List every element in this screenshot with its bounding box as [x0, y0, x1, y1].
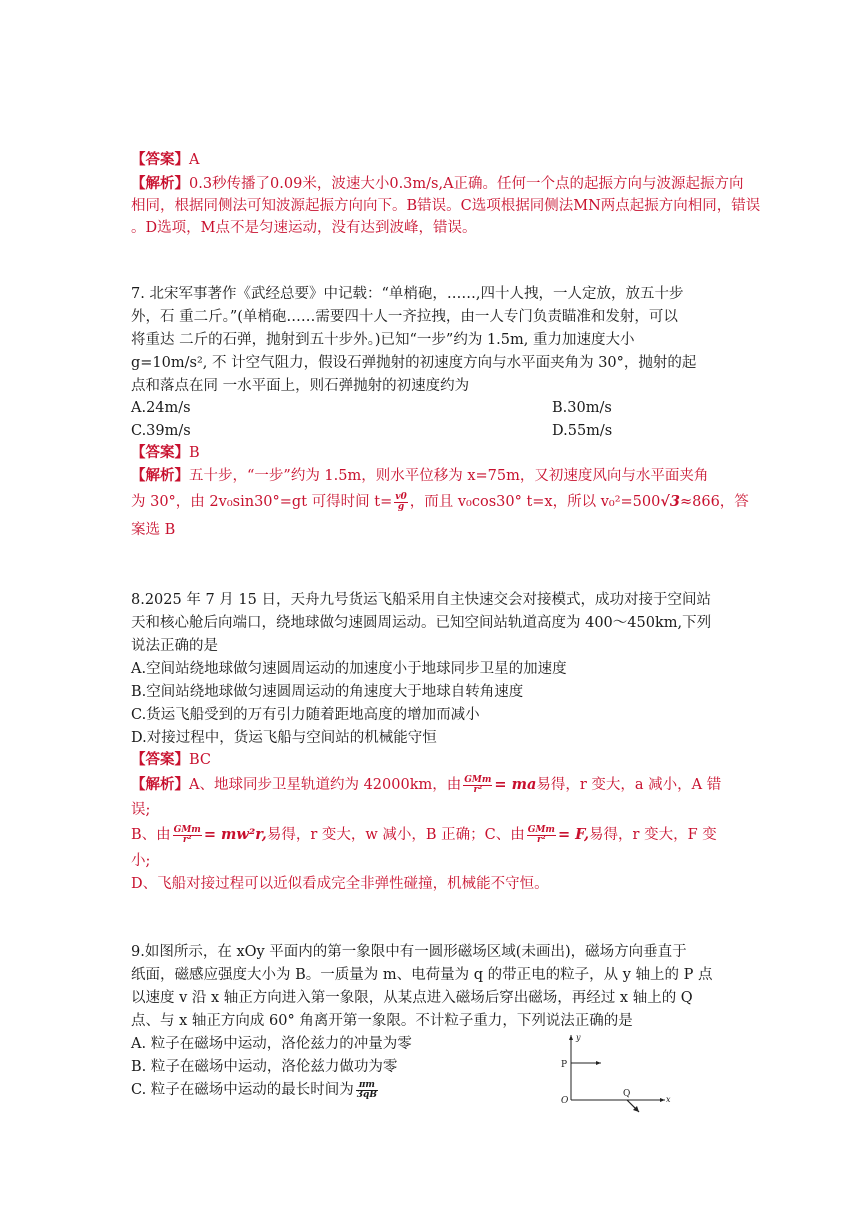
q8-answer-line — [131, 750, 211, 770]
q8-stem-line-3: 说法正确的是 — [131, 638, 218, 654]
q8-option-a: A.空间站绕地球做匀速圆周运动的加速度小于地球同步卫星的加速度 — [131, 661, 567, 677]
sqrt-three: √3 — [660, 493, 680, 510]
y-label: y — [576, 1033, 581, 1042]
analysis-text: 五十步，“一步”约为 1.5m，则水平位移为 x=75m，又初速度风向与水平面夹角 — [189, 468, 709, 484]
q8-analysis-line-1 — [131, 775, 721, 795]
analysis-text: 易得，r 变大，a 减小，A 错 — [536, 777, 722, 793]
q7-analysis-line-1 — [131, 466, 708, 486]
analysis-text: 为 30°，由 2v₀sin30°=gt 可得时间 t= — [131, 494, 393, 510]
q8-option-b: B.空间站绕地球做匀速圆周运动的角速度大于地球自转角速度 — [131, 684, 524, 700]
answer-tag: 【答案】 — [131, 444, 189, 461]
fraction-denominator: r² — [473, 784, 483, 795]
fraction-numerator: v0 — [395, 491, 407, 502]
fraction-t — [394, 493, 408, 512]
q8-analysis-line-2: 误; — [131, 802, 151, 818]
q7-analysis-line-2 — [131, 492, 749, 512]
q7-options-row-2 — [131, 421, 731, 441]
analysis-tag: 【解析】 — [131, 776, 189, 793]
analysis-text: ≈866，答 — [679, 494, 749, 510]
q6-analysis-line-1 — [131, 174, 744, 194]
analysis-tag: 【解析】 — [131, 175, 189, 192]
q9-stem-line-1: 9.如图所示，在 xOy 平面内的第一象限中有一圆形磁场区域(未画出)，磁场方向垂直于 — [131, 944, 687, 960]
answer-value: BC — [189, 752, 212, 768]
analysis-text: 易得，r 变大，w 减小，B 正确；C、由 — [266, 827, 525, 843]
analysis-text: 易得，r 变大，F 变 — [589, 827, 717, 843]
y-axis-arrow — [569, 1035, 573, 1040]
fraction-denominator: r² — [182, 834, 192, 845]
q9-stem-line-3: 以速度 v 沿 x 轴正方向进入第一象限，从某点进入磁场后穿出磁场，再经过 x 轴上的 Q — [131, 990, 693, 1006]
analysis-tag: 【解析】 — [131, 467, 189, 484]
q8-option-d: D.对接过程中，货运飞船与空间站的机械能守恒 — [131, 730, 437, 746]
q7-stem-line-3: 将重达 二斤的石弹，抛射到五十步外。)已知“一步”约为 1.5m, 重力加速度大小 — [131, 332, 635, 348]
option-c: C.39m/s — [131, 423, 191, 439]
q9-option-b: B. 粒子在磁场中运动，洛伦兹力做功为零 — [131, 1059, 398, 1075]
option-text: C. 粒子在磁场中运动的最长时间为 — [131, 1082, 354, 1098]
q7-options-row-1 — [131, 398, 731, 418]
fraction-gmm — [527, 826, 556, 845]
origin-label: O — [561, 1096, 569, 1106]
equation: = mw²r, — [203, 826, 267, 843]
x-label: x — [666, 1095, 671, 1104]
fraction-gmm — [173, 826, 202, 845]
fraction-numerator: GMm — [527, 824, 555, 835]
equation: = F, — [557, 826, 590, 843]
q9-option-c — [131, 1080, 380, 1100]
q7-analysis-line-3: 案选 B — [131, 522, 176, 538]
x-axis-arrow — [660, 1098, 665, 1102]
option-a: A.24m/s — [131, 400, 191, 416]
q8-stem-line-2: 天和核心舱后向端口，绕地球做匀速圆周运动。已知空间站轨道高度为 400～450km,下列 — [131, 615, 712, 631]
q6-answer-line — [131, 150, 199, 170]
fraction-numerator: GMm — [173, 824, 201, 835]
analysis-text: ，而且 v₀cos30° t=x，所以 v₀²=500 — [409, 494, 661, 510]
q8-analysis-line-5: D、飞船对接过程可以近似看成完全非弹性碰撞，机械能不守恒。 — [131, 876, 549, 892]
option-d: D.55m/s — [552, 423, 613, 439]
p-label: P — [561, 1060, 568, 1070]
answer-tag: 【答案】 — [131, 151, 189, 168]
answer-value: A — [189, 152, 200, 168]
fraction-gmm — [463, 776, 492, 795]
velocity-arrowhead — [596, 1061, 601, 1065]
option-b: B.30m/s — [552, 400, 612, 416]
analysis-text: A、地球同步卫星轨道约为 42000km，由 — [189, 777, 462, 793]
answer-tag: 【答案】 — [131, 751, 189, 768]
fraction-numerator: πm — [356, 1081, 378, 1091]
q7-stem-line-4: g=10m/s², 不 计空气阻力，假设石弹抛射的初速度方向与水平面夹角为 30°，抛射的起 — [131, 355, 697, 371]
q9-stem-line-2: 纸面，磁感应强度大小为 B。一质量为 m、电荷量为 q 的带正电的粒子，从 y 轴上的 P 点 — [131, 967, 713, 983]
q7-stem-line-2: 外，石 重二斤。”(单梢砲……需要四十人一齐拉拽，由一人专门负责瞄准和发射，可以 — [131, 309, 678, 325]
q8-option-c: C.货运飞船受到的万有引力随着距地高度的增加而减小 — [131, 707, 480, 723]
q8-analysis-line-4: 小; — [131, 853, 151, 869]
q7-stem-line-5: 点和落点在同 一水平面上，则石弹抛射的初速度约为 — [131, 378, 470, 394]
fraction-time — [356, 1081, 378, 1100]
q9-stem-line-4: 点、与 x 轴正方向成 60° 角离开第一象限。不计粒子重力，下列说法正确的是 — [131, 1013, 633, 1029]
fraction-denominator: r² — [537, 834, 546, 845]
q6-analysis-line-3: 。D选项，M点不是匀速运动，没有达到波峰，错误。 — [131, 220, 477, 236]
coordinate-figure — [553, 1032, 673, 1122]
q7-stem-line-1: 7. 北宋军事著作《武经总要》中记载：“单梢砲，……,四十人拽，一人定放，放五十步 — [131, 286, 684, 302]
q8-stem-line-1: 8.2025 年 7 月 15 日，天舟九号货运飞船采用自主快速交会对接模式，成功对接于空间站 — [131, 592, 711, 608]
analysis-text: B、由 — [131, 827, 171, 843]
q-label: Q — [623, 1089, 631, 1099]
q7-answer-line — [131, 443, 200, 463]
q6-analysis-line-2: 相同，根据同侧法可知波源起振方向向下。B错误。C选项根据同侧法MN两点起振方向相同，错误 — [131, 198, 761, 214]
equation: = ma — [494, 776, 537, 793]
answer-value: B — [189, 445, 200, 461]
fraction-numerator: GMm — [464, 774, 492, 785]
q9-option-a: A. 粒子在磁场中运动，洛伦兹力的冲量为零 — [131, 1036, 412, 1052]
analysis-text: 0.3秒传播了0.09米，波速大小0.3m/s,A正确。任何一个点的起振方向与波源起振方向 — [189, 176, 744, 192]
fraction-denominator: g — [397, 501, 405, 512]
q8-analysis-line-3 — [131, 825, 717, 845]
fraction-denominator: 3qB — [356, 1089, 377, 1100]
